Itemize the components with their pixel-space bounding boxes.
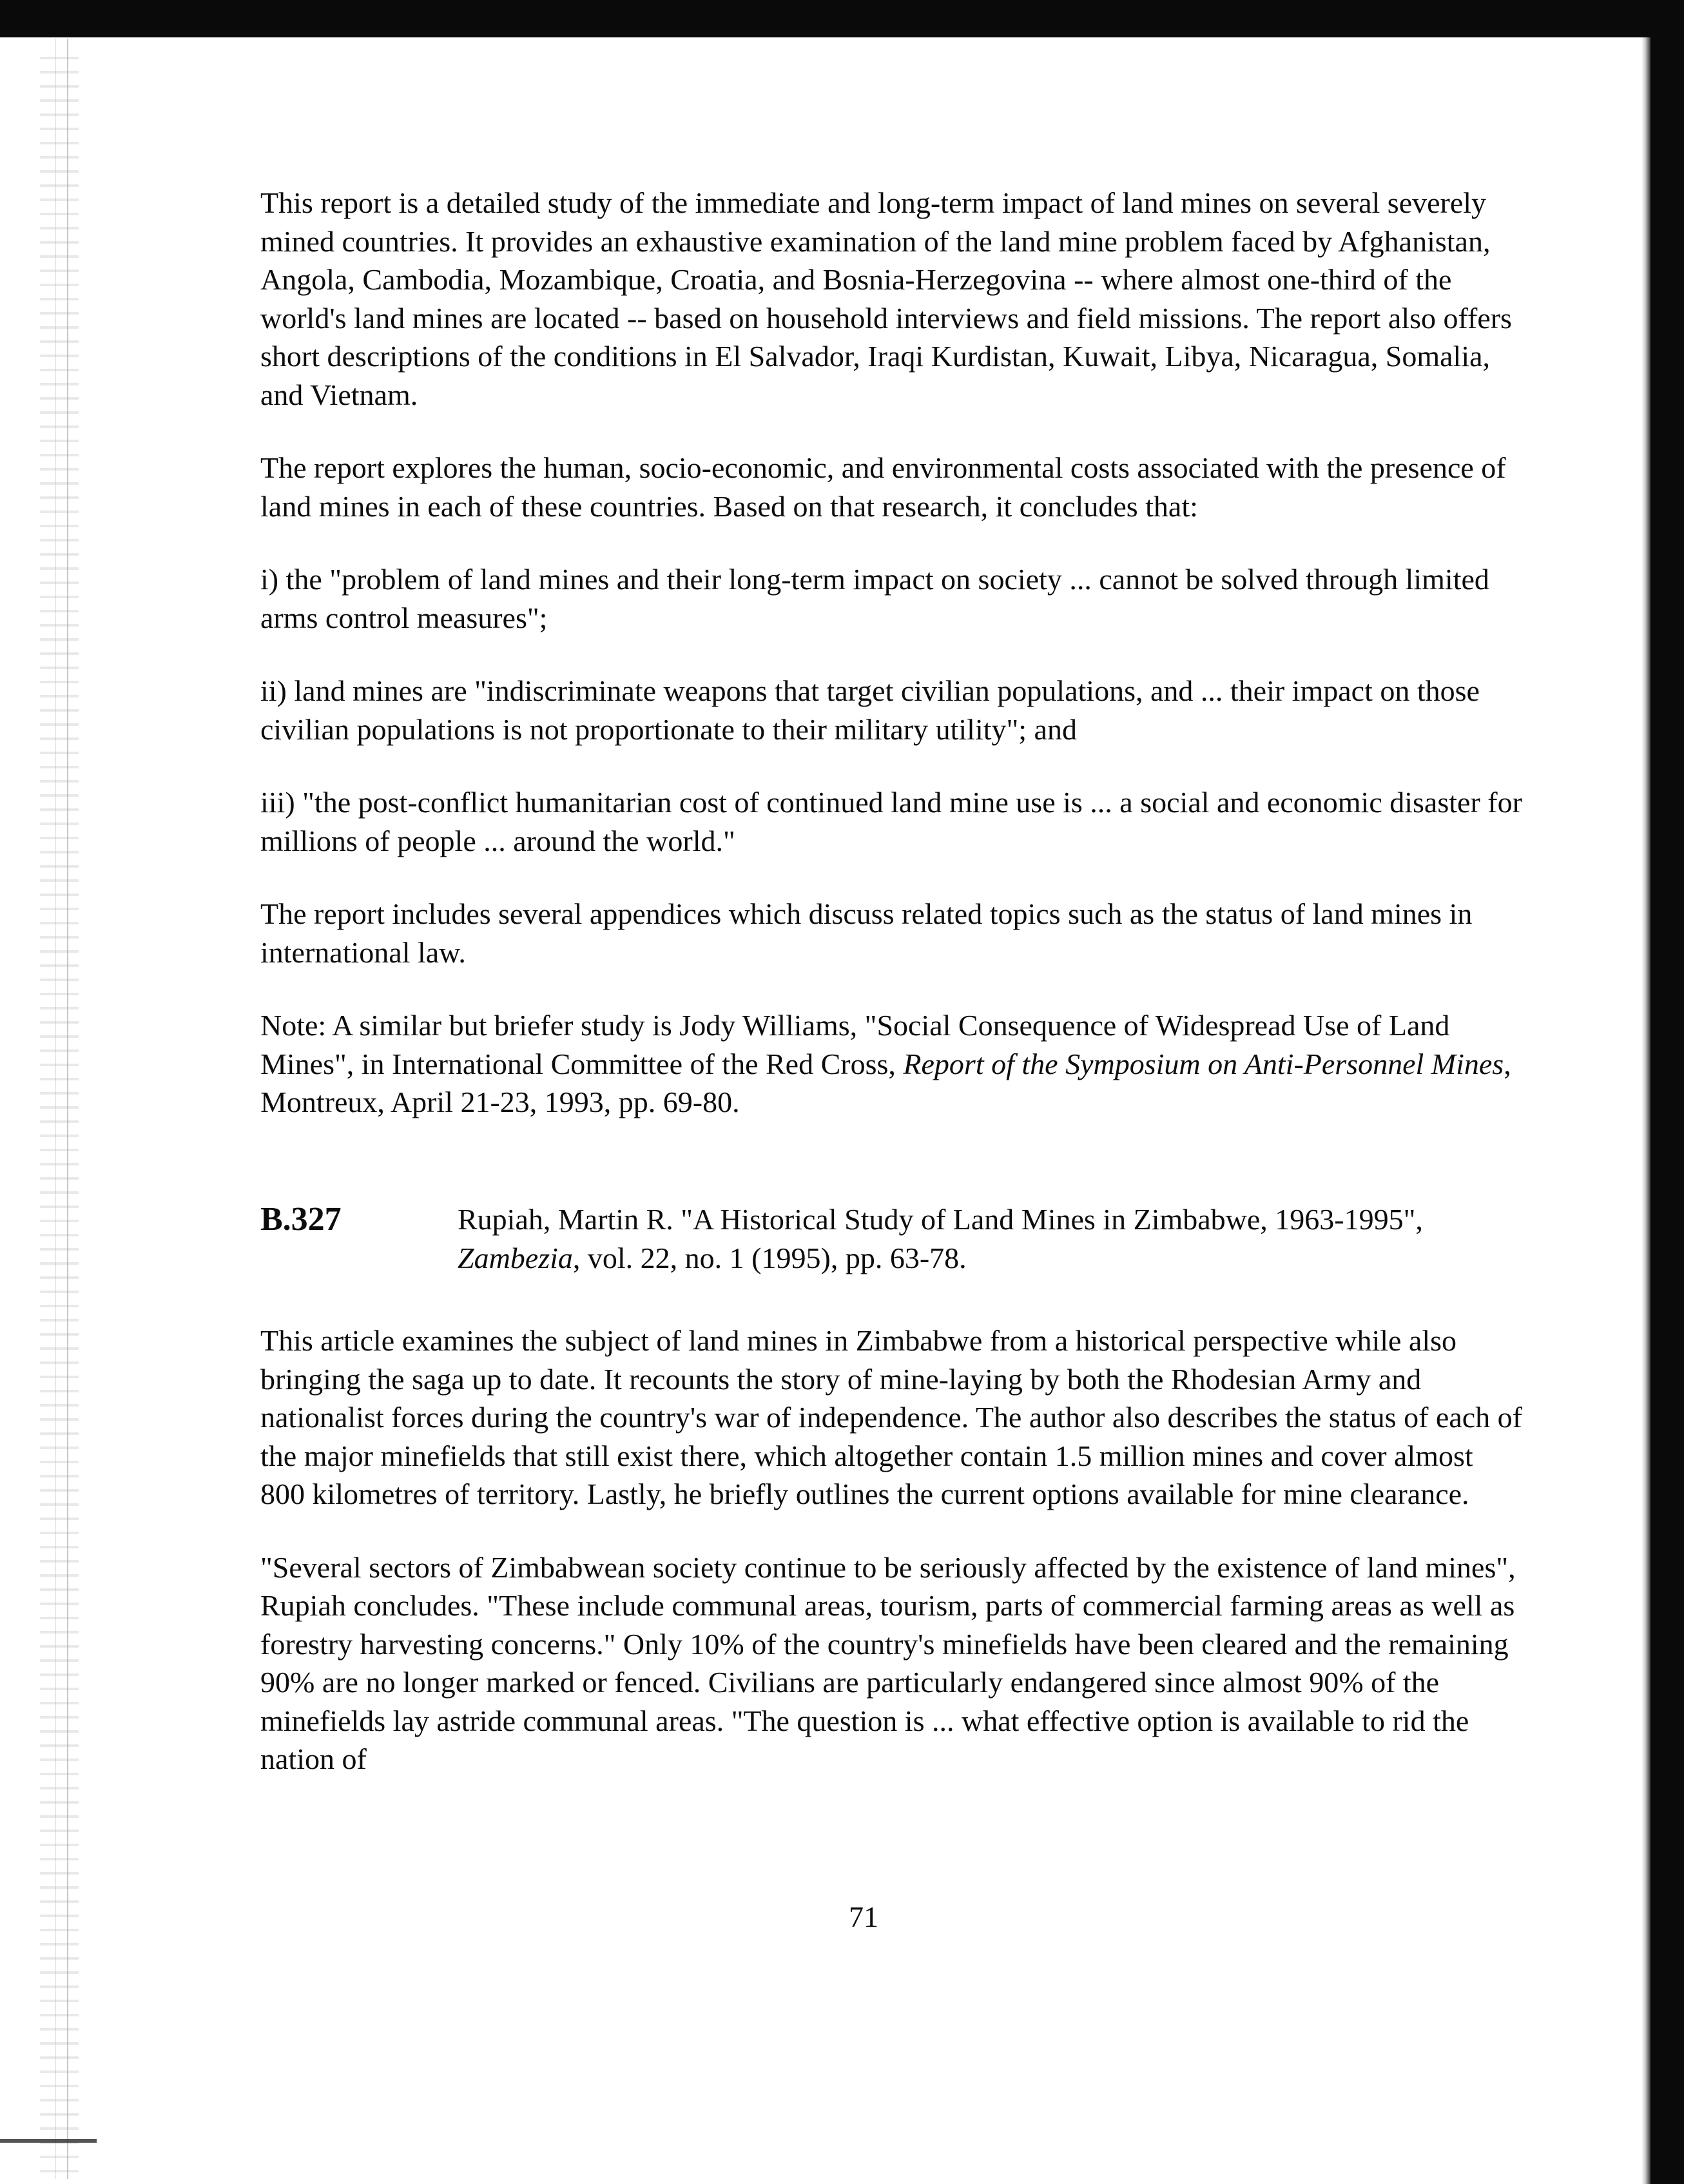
- note-text: Note: A similar but briefer study is Jody Williams, "Social Consequence of Widespread Use of Land Mines", in International Committee of the Red Cross,: [260, 1009, 1450, 1080]
- scan-top-border: [0, 0, 1684, 37]
- entry-id: B.327: [260, 1201, 342, 1238]
- scan-right-edge-shadow: [1641, 37, 1650, 2184]
- scan-right-border: [1650, 0, 1684, 2184]
- citation-text: Rupiah, Martin R. "A Historical Study of Land Mines in Zimbabwe, 1963-1995",: [458, 1203, 1423, 1236]
- scan-left-line: [67, 39, 68, 2179]
- note-title: Report of the Symposium on Anti-Personnel Mines: [903, 1047, 1504, 1080]
- entry-citation: [458, 1200, 1515, 1277]
- summary-paragraph: The report includes several appendices which discuss related topics such as the status of land mines in international law.: [260, 897, 1473, 969]
- bibliography-entry: [260, 1200, 1524, 1284]
- abstract-paragraph: This article examines the subject of land mines in Zimbabwe from a historical perspective while also bringing the saga up to date. It recounts the story of mine-laying by both the Rhodesian Army and nationalist forces during the country's war of independence. The author also describes the status of each of the major minefields that still exist there, which altogether contain 1.5 million mines and cover almost 800 kilometres of territory. Lastly, he briefly outlines the current options available for mine clearance.: [260, 1324, 1522, 1510]
- conclusion-item: ii) land mines are "indiscriminate weapons that target civilian populations, and ... their impact on those civilian populations is not proportionate to their military utility"; and: [260, 674, 1480, 746]
- page-number: 71: [849, 1900, 878, 1933]
- note-text-end: , Montreux, April 21-23, 1993, pp. 69-80.: [260, 1047, 1511, 1118]
- summary-paragraph: The report explores the human, socio-economic, and environmental costs associated with the presence of land mines in each of these countries. Based on that research, it concludes that:: [260, 451, 1506, 523]
- scan-left-line-faint: [55, 39, 56, 2179]
- citation-journal: Zambezia: [458, 1241, 573, 1274]
- conclusion-item: iii) "the post-conflict humanitarian cost of continued land mine use is ... a social and economic disaster for millions of people ... around the world.": [260, 786, 1522, 857]
- summary-paragraph: This report is a detailed study of the immediate and long-term impact of land mines on several severely mined countries. It provides an exhaustive examination of the land mine problem faced by Afghanistan, Angola, Cambodia, Mozambique, Croatia, and Bosnia-Herzegovina -- where almost one-third of the world's land mines are located -- based on household interviews and field missions. The report also offers short descriptions of the conditions in El Salvador, Iraqi Kurdistan, Kuwait, Libya, Nicaragua, Somalia, and Vietnam.: [260, 186, 1512, 411]
- scan-bottom-left-mark: [0, 2139, 97, 2143]
- report-summary: [260, 184, 1524, 1122]
- conclusion-item: i) the "problem of land mines and their long-term impact on society ... cannot be solved through limited arms control measures";: [260, 563, 1489, 634]
- scan-left-margin-noise: [40, 45, 79, 2172]
- abstract-paragraph: "Several sectors of Zimbabwean society continue to be seriously affected by the existence of land mines", Rupiah concludes. "These include communal areas, tourism, parts of commercial farming areas as well as forestry harvesting concerns." Only 10% of the country's minefields have been cleared and the remaining 90% are no longer marked or fenced. Civilians are particularly endangered since almost 90% of the minefields lay astride communal areas. "The question is ... what effective option is available to rid the nation of: [260, 1550, 1516, 1775]
- citation-text-end: , vol. 22, no. 1 (1995), pp. 63-78.: [572, 1241, 967, 1274]
- entry-abstract: [260, 1321, 1524, 1779]
- note-paragraph: [260, 1006, 1524, 1122]
